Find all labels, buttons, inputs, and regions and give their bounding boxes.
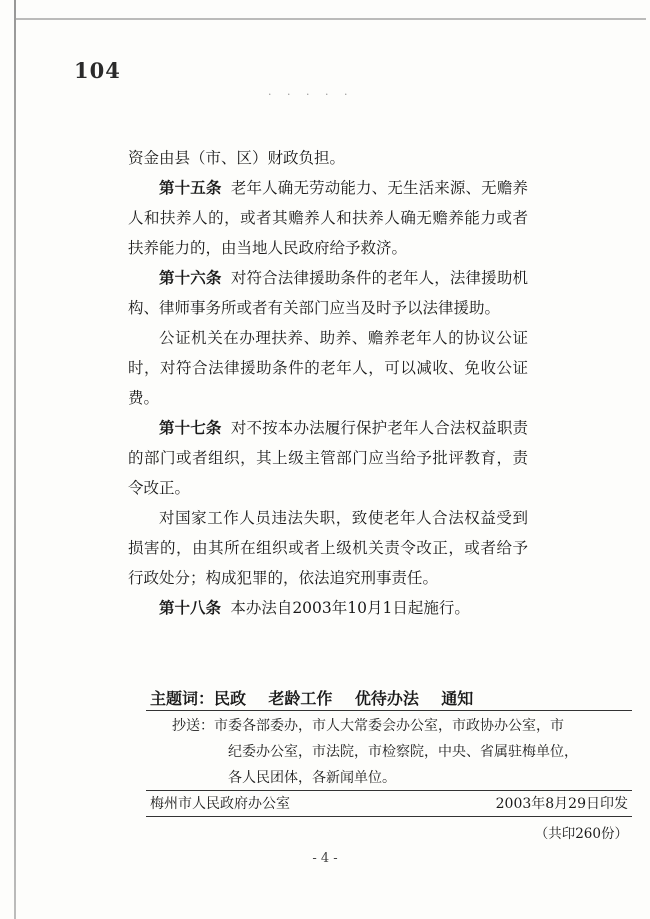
keyword-item: 老龄工作 <box>268 689 333 708</box>
keyword-item: 民政 <box>214 689 247 708</box>
cc-recipients-3: 各人民团体，各新闻单位。 <box>228 770 396 786</box>
article-16 <box>128 263 528 323</box>
article-18-title: 第十八条 <box>159 598 222 617</box>
cc-recipients-1: 市委各部委办，市人大常委会办公室，市政协办公室，市 <box>214 718 564 734</box>
cc-block <box>172 713 632 791</box>
article-17-paragraph-2: 对国家工作人员违法失职，致使老年人合法权益受到损害的，由其所在组织或者上级机关责令改正，或者给予行政处分；构成犯罪的，依法追究刑事责任。 <box>128 509 528 587</box>
issuing-office: 梅州市人民政府办公室 <box>150 796 290 812</box>
article-18 <box>128 593 528 623</box>
keywords-label: 主题词： <box>150 689 215 708</box>
body-text <box>128 143 528 623</box>
article-17-title: 第十七条 <box>159 418 222 437</box>
article-15 <box>128 173 528 263</box>
article-15-text: 老年人确无劳动能力、无生活来源、无赡养人和扶养人的，或者其赡养人和扶养人确无赡养能力或者扶养能力的，由当地人民政府给予救济。 <box>128 179 528 257</box>
scan-edge-top <box>16 18 646 20</box>
cc-line <box>172 713 632 739</box>
article-16-title: 第十六条 <box>159 268 222 287</box>
article-16-text: 对符合法律援助条件的老年人，法律援助机构、律师事务所或者有关部门应当及时予以法律援助。 <box>128 269 528 317</box>
article-18-text: 本办法自2003年10月1日起施行。 <box>230 599 470 617</box>
keyword-item: 优待办法 <box>354 689 419 708</box>
archive-page-number: 104 <box>74 58 121 83</box>
cc-label: 抄送： <box>172 718 214 734</box>
keyword-item: 通知 <box>441 689 474 708</box>
divider-line <box>146 790 632 791</box>
subject-keywords <box>150 686 590 709</box>
issuer-row <box>150 793 628 813</box>
faint-stamp: · · · · · <box>268 88 354 101</box>
issue-date: 2003年8月29日印发 <box>495 796 628 812</box>
footer-page-number: - 4 - <box>312 851 338 866</box>
divider-line <box>146 710 632 711</box>
scan-edge-left <box>14 0 16 919</box>
article-16-paragraph-2: 公证机关在办理扶养、助养、赡养老年人的协议公证时，对符合法律援助条件的老年人，可以减收、免收公证费。 <box>128 329 528 407</box>
article-17 <box>128 413 528 503</box>
article-15-title: 第十五条 <box>159 178 222 197</box>
cc-recipients-2: 纪委办公室，市法院，市检察院，中央、省属驻梅单位， <box>228 744 578 760</box>
article-17-text: 对不按本办法履行保护老年人合法权益职责的部门或者组织，其上级主管部门应当给予批评教育，责令改正。 <box>128 419 528 497</box>
divider-line <box>146 816 632 817</box>
print-copies: （共印260份） <box>534 826 628 842</box>
paragraph-continuation: 资金由县（市、区）财政负担。 <box>128 149 346 167</box>
